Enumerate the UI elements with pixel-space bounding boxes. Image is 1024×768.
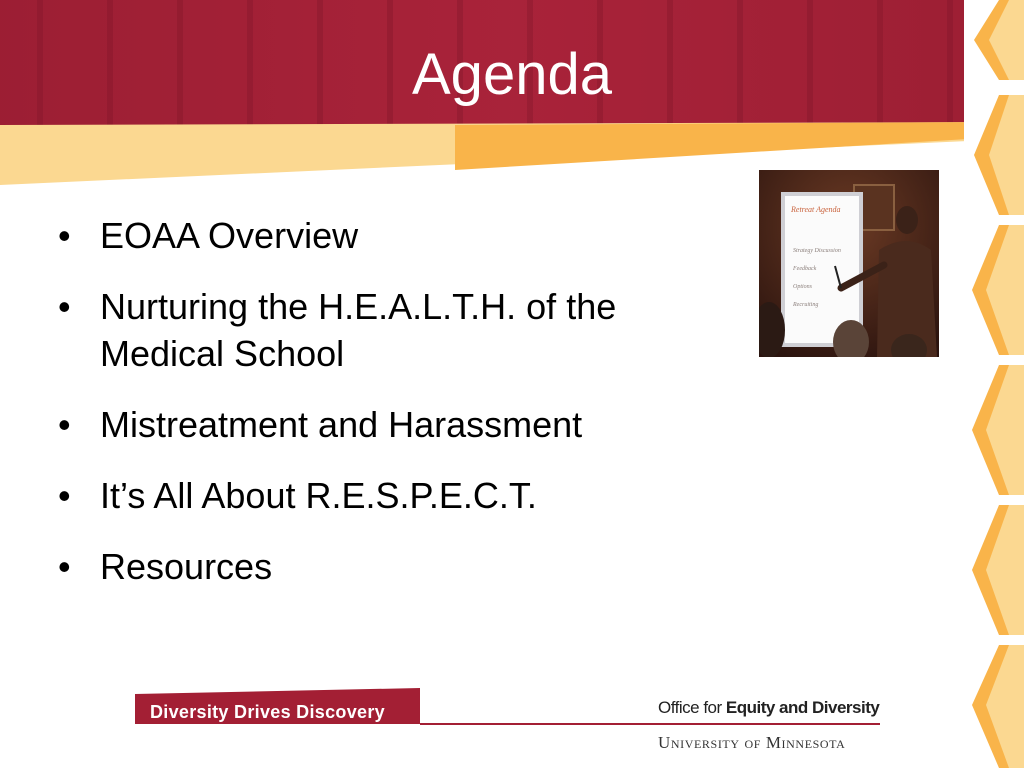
agenda-item-text: Resources bbox=[100, 546, 273, 587]
presenter-photo bbox=[759, 170, 939, 357]
office-name-bold: Equity and Diversity bbox=[725, 698, 880, 717]
flipchart-line: Options bbox=[793, 284, 813, 290]
agenda-item-text: EOAA Overview bbox=[100, 215, 359, 256]
bullet-marker: • bbox=[58, 286, 71, 327]
tagline-text: Diversity Drives Discovery bbox=[150, 702, 385, 722]
slide-title: Agenda bbox=[412, 42, 612, 107]
bullet-marker: • bbox=[58, 215, 71, 256]
chevron-border-decoration bbox=[964, 0, 1024, 768]
office-prefix: Office for bbox=[658, 698, 726, 717]
flipchart-line: Feedback bbox=[793, 266, 817, 272]
footer-rule bbox=[420, 723, 880, 725]
flipchart-line: Recruiting bbox=[793, 302, 819, 308]
office-name bbox=[658, 697, 879, 719]
agenda-list bbox=[58, 212, 718, 614]
university-name: University of Minnesota bbox=[658, 733, 846, 752]
agenda-item bbox=[58, 543, 718, 590]
agenda-item bbox=[58, 472, 718, 519]
agenda-item-text: Nurturing the H.E.A.L.T.H. of the Medical School bbox=[100, 286, 617, 374]
agenda-item-text: It’s All About R.E.S.P.E.C.T. bbox=[100, 475, 537, 516]
agenda-item bbox=[58, 283, 718, 377]
flipchart-heading: Retreat Agenda bbox=[791, 205, 841, 214]
agenda-item bbox=[58, 212, 718, 259]
flipchart-line: Strategy Discussion bbox=[793, 248, 841, 254]
agenda-item-text: Mistreatment and Harassment bbox=[100, 404, 583, 445]
bullet-marker: • bbox=[58, 404, 71, 445]
bullet-marker: • bbox=[58, 546, 71, 587]
agenda-item bbox=[58, 401, 718, 448]
bullet-marker: • bbox=[58, 475, 71, 516]
